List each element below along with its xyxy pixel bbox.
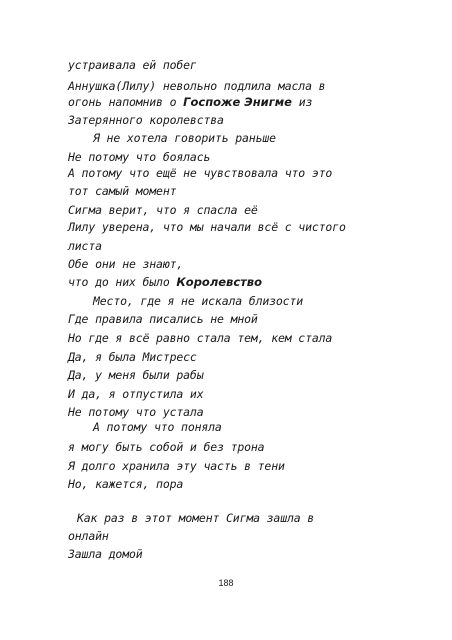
text-line bbox=[68, 239, 102, 253]
text-line bbox=[68, 312, 258, 326]
text-segment: тот самый момент bbox=[68, 184, 177, 198]
text-line bbox=[68, 150, 210, 164]
text-segment: Зашла домой bbox=[68, 547, 143, 561]
text-line bbox=[68, 113, 224, 127]
text-line bbox=[93, 294, 303, 308]
text-segment: из bbox=[291, 95, 313, 109]
text-line bbox=[68, 166, 332, 180]
text-line bbox=[68, 350, 197, 364]
text-segment: Сигма верит, что я спасла её bbox=[68, 203, 258, 217]
text-segment: Но где я всё равно стала тем, кем стала bbox=[68, 331, 333, 345]
text-line bbox=[68, 477, 183, 491]
text-line bbox=[68, 405, 203, 419]
text-line bbox=[68, 257, 183, 271]
text-line bbox=[68, 547, 143, 561]
text-segment: Не потому что устала bbox=[68, 405, 204, 419]
text-segment: устраивала ей побег bbox=[68, 58, 197, 72]
text-segment: Как раз в этот момент Сигма зашла в bbox=[77, 511, 315, 525]
text-line bbox=[68, 368, 203, 382]
text-segment: Я долго хранила эту часть в тени bbox=[68, 459, 285, 473]
text-line bbox=[68, 275, 262, 289]
text-segment: Да, у меня были рабы bbox=[68, 368, 204, 382]
bold-name: Госпоже Энигме bbox=[183, 95, 292, 109]
text-line bbox=[77, 511, 314, 525]
text-segment: А потому что поняла bbox=[93, 420, 222, 434]
text-line bbox=[68, 440, 264, 454]
text-segment: Не потому что боялась bbox=[68, 150, 211, 164]
text-segment: А потому что ещё не чувствовала что это bbox=[68, 166, 333, 180]
text-segment: что до них было bbox=[68, 275, 177, 289]
text-segment: листа bbox=[68, 239, 102, 253]
text-line bbox=[68, 58, 197, 72]
text-line bbox=[68, 95, 312, 109]
text-segment: Где правила писались не мной bbox=[68, 312, 258, 326]
text-line bbox=[68, 203, 258, 217]
text-line bbox=[93, 420, 222, 434]
text-segment: Я не хотела говорить раньше bbox=[93, 131, 276, 145]
text-line bbox=[68, 459, 285, 473]
text-line bbox=[93, 131, 276, 145]
text-line bbox=[68, 529, 109, 543]
text-segment: Аннушка(Лилу) невольно подлила масла в bbox=[68, 79, 326, 93]
text-segment: Обе они не знают, bbox=[68, 257, 184, 271]
text-segment: Но, кажется, пора bbox=[68, 477, 184, 491]
text-segment: онлайн bbox=[68, 529, 109, 543]
bold-name: Королевство bbox=[176, 275, 262, 289]
text-segment: Место, где я не искала близости bbox=[93, 294, 303, 308]
text-line bbox=[68, 220, 346, 234]
text-segment: Затерянного королевства bbox=[68, 113, 224, 127]
text-line bbox=[68, 184, 176, 198]
text-line bbox=[68, 79, 325, 93]
text-segment: я могу быть собой и без трона bbox=[68, 440, 265, 454]
text-segment: огонь напомнив о bbox=[68, 95, 184, 109]
text-segment: Лилу уверена, что мы начали всё с чистого bbox=[68, 220, 346, 234]
page-number: 188 bbox=[218, 578, 234, 588]
text-segment: И да, я отпустила их bbox=[68, 387, 204, 401]
text-line bbox=[68, 331, 332, 345]
text-segment: Да, я была Мистресс bbox=[68, 350, 197, 364]
text-line bbox=[68, 387, 203, 401]
